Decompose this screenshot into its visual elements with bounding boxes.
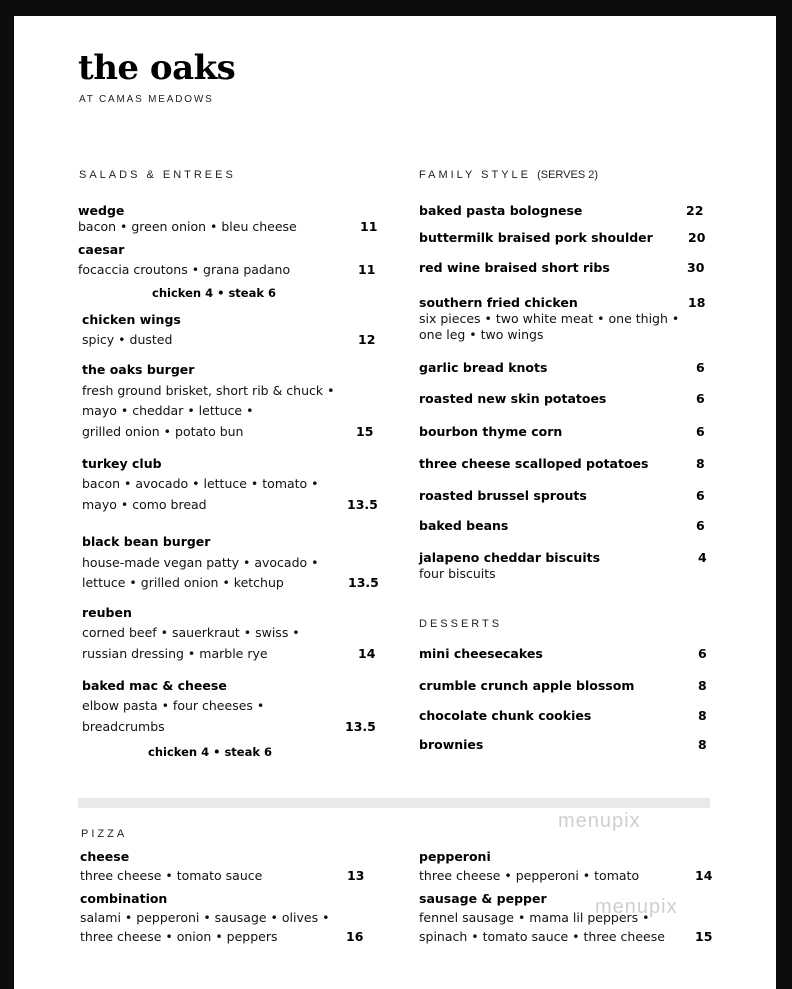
item-price-dessert: 6 <box>698 646 707 661</box>
item-desc-fried-chicken-1: six pieces • two white meat • one thigh • <box>419 311 680 326</box>
item-desc-oaks-burger-3: grilled onion • potato bun <box>82 424 244 439</box>
item-desc-black-bean-2: lettuce • grilled onion • ketchup <box>82 575 284 590</box>
item-price-turkey-club: 13.5 <box>347 497 378 512</box>
restaurant-subtitle: AT CAMAS MEADOWS <box>79 94 214 105</box>
item-name-dessert: chocolate chunk cookies <box>419 708 592 723</box>
item-desc-baked-mac-2: breadcrumbs <box>82 719 165 734</box>
item-desc-pizza-combination-2: three cheese • onion • peppers <box>80 929 278 944</box>
item-price-chicken-wings: 12 <box>358 332 376 347</box>
item-price-family: 30 <box>687 260 705 275</box>
item-desc-pizza-cheese: three cheese • tomato sauce <box>80 868 263 883</box>
item-price-family: 8 <box>696 456 705 471</box>
section-heading-desserts: DESSERTS <box>419 618 503 630</box>
item-desc-turkey-club-1: bacon • avocado • lettuce • tomato • <box>82 476 319 491</box>
item-desc-pizza-pepperoni: three cheese • pepperoni • tomato <box>419 868 640 883</box>
item-price-pizza-cheese: 13 <box>347 868 365 883</box>
item-desc-baked-mac-1: elbow pasta • four cheeses • <box>82 698 265 713</box>
section-heading-pizza: PIZZA <box>81 828 128 840</box>
item-name-pizza-combination: combination <box>80 891 168 906</box>
item-price-family: 6 <box>696 518 705 533</box>
item-name-family: red wine braised short ribs <box>419 260 610 275</box>
item-desc-fried-chicken-2: one leg • two wings <box>419 327 544 342</box>
item-desc-oaks-burger-1: fresh ground brisket, short rib & chuck • <box>82 383 335 398</box>
item-desc-reuben-1: corned beef • sauerkraut • swiss • <box>82 625 300 640</box>
watermark-menupix: menupix <box>595 896 678 918</box>
family-style-label: FAMILY STYLE <box>419 169 532 181</box>
watermark-menupix: menupix <box>558 810 641 832</box>
item-price-family: 6 <box>696 391 705 406</box>
item-name-caesar: caesar <box>78 242 125 257</box>
section-divider <box>78 798 710 808</box>
item-price-oaks-burger: 15 <box>356 424 374 439</box>
item-price-family: 4 <box>698 550 707 565</box>
item-name-oaks-burger: the oaks burger <box>82 362 195 377</box>
item-name-dessert: crumble crunch apple blossom <box>419 678 635 693</box>
item-name-family: baked beans <box>419 518 509 533</box>
item-name-family: bourbon thyme corn <box>419 424 563 439</box>
section-heading-salads: SALADS & ENTREES <box>79 169 236 181</box>
item-desc-pizza-sausage-2: spinach • tomato sauce • three cheese <box>419 929 665 944</box>
item-name-chicken-wings: chicken wings <box>82 312 181 327</box>
item-price-wedge: 11 <box>360 219 378 234</box>
item-name-dessert: brownies <box>419 737 484 752</box>
item-price-caesar: 11 <box>358 262 376 277</box>
item-name-family: garlic bread knots <box>419 360 548 375</box>
item-name-family: roasted brussel sprouts <box>419 488 587 503</box>
item-price-family: 6 <box>696 424 705 439</box>
item-desc-caesar: focaccia croutons • grana padano <box>78 262 291 277</box>
item-desc-biscuits: four biscuits <box>419 566 496 581</box>
item-desc-reuben-2: russian dressing • marble rye <box>82 646 268 661</box>
item-name-reuben: reuben <box>82 605 132 620</box>
item-price-dessert: 8 <box>698 708 707 723</box>
item-price-reuben: 14 <box>358 646 376 661</box>
item-name-turkey-club: turkey club <box>82 456 162 471</box>
item-desc-pizza-sausage-1: fennel sausage • mama lil peppers • <box>419 910 650 925</box>
item-desc-black-bean-1: house-made vegan patty • avocado • <box>82 555 319 570</box>
item-addon-baked-mac: chicken 4 • steak 6 <box>148 745 273 759</box>
section-heading-family-style <box>419 169 598 181</box>
item-price-pizza-combination: 16 <box>346 929 364 944</box>
item-price-black-bean-burger: 13.5 <box>348 575 379 590</box>
item-price-pizza-sausage: 15 <box>695 929 713 944</box>
item-price-family: 22 <box>686 203 704 218</box>
item-price-family: 6 <box>696 360 705 375</box>
item-name-black-bean-burger: black bean burger <box>82 534 211 549</box>
item-desc-chicken-wings: spicy • dusted <box>82 332 173 347</box>
item-name-wedge: wedge <box>78 203 125 218</box>
item-name-family: buttermilk braised pork shoulder <box>419 230 653 245</box>
item-name-pizza-sausage: sausage & pepper <box>419 891 547 906</box>
item-name-family: baked pasta bolognese <box>419 203 583 218</box>
item-desc-turkey-club-2: mayo • como bread <box>82 497 207 512</box>
item-desc-pizza-combination-1: salami • pepperoni • sausage • olives • <box>80 910 330 925</box>
item-name-family: jalapeno cheddar biscuits <box>419 550 601 565</box>
item-desc-wedge: bacon • green onion • bleu cheese <box>78 219 297 234</box>
item-name-baked-mac: baked mac & cheese <box>82 678 227 693</box>
item-price-family: 6 <box>696 488 705 503</box>
item-name-family: three cheese scalloped potatoes <box>419 456 649 471</box>
item-name-dessert: mini cheesecakes <box>419 646 543 661</box>
item-price-family: 18 <box>688 295 706 310</box>
item-price-family: 20 <box>688 230 706 245</box>
item-price-dessert: 8 <box>698 737 707 752</box>
family-style-note: (SERVES 2) <box>537 169 599 181</box>
item-price-baked-mac: 13.5 <box>345 719 376 734</box>
item-addon-caesar: chicken 4 • steak 6 <box>152 286 277 300</box>
item-price-dessert: 8 <box>698 678 707 693</box>
item-name-pizza-pepperoni: pepperoni <box>419 849 491 864</box>
item-name-family: roasted new skin potatoes <box>419 391 607 406</box>
item-price-pizza-pepperoni: 14 <box>695 868 713 883</box>
item-name-pizza-cheese: cheese <box>80 849 130 864</box>
restaurant-title: the oaks <box>78 48 236 88</box>
item-desc-oaks-burger-2: mayo • cheddar • lettuce • <box>82 403 254 418</box>
item-name-family: southern fried chicken <box>419 295 578 310</box>
menu-page <box>14 16 776 989</box>
